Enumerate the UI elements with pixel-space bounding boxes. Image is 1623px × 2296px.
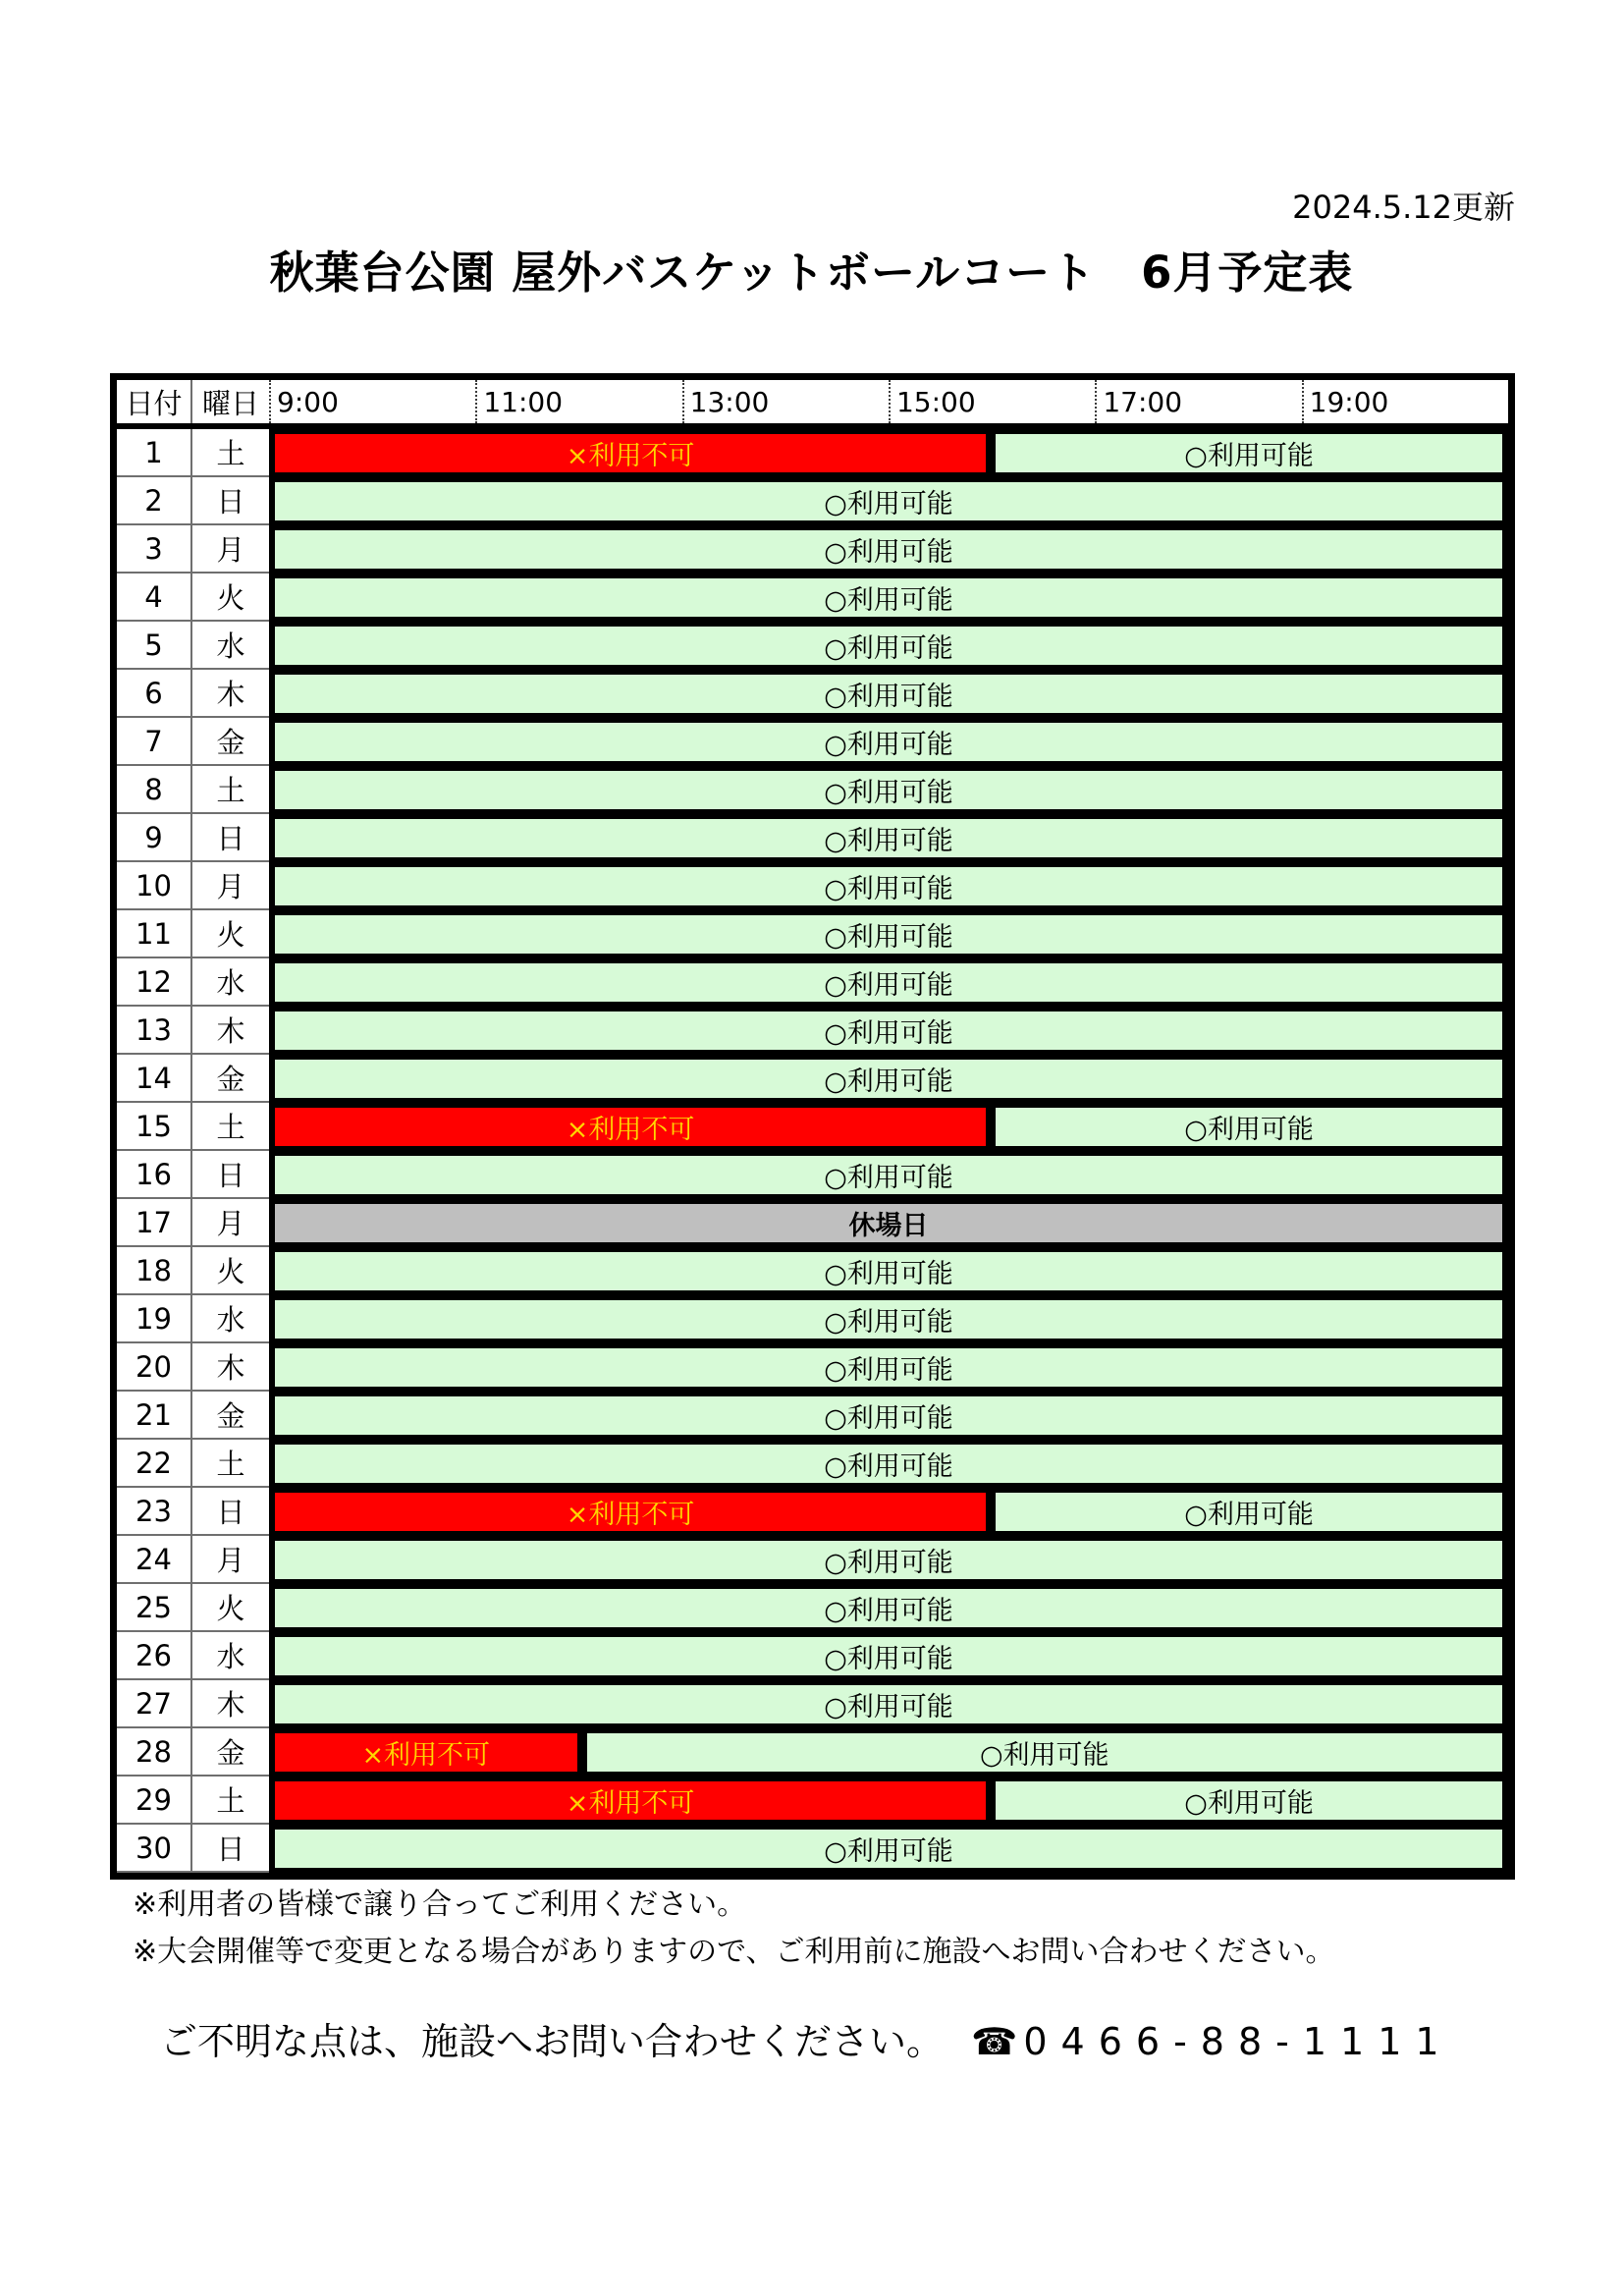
time-area bbox=[269, 477, 1508, 525]
available-bar: ○利用可能 bbox=[275, 1541, 1502, 1579]
schedule-row bbox=[117, 718, 1508, 766]
time-area bbox=[269, 766, 1508, 814]
date-cell: 25 bbox=[117, 1584, 192, 1632]
date-cell: 17 bbox=[117, 1199, 192, 1247]
available-bar: ○利用可能 bbox=[275, 1637, 1502, 1675]
date-cell: 21 bbox=[117, 1392, 192, 1440]
time-area bbox=[269, 670, 1508, 718]
available-bar: ○利用可能 bbox=[996, 434, 1502, 472]
schedule-row bbox=[117, 1777, 1508, 1825]
date-cell: 26 bbox=[117, 1632, 192, 1680]
available-bar: ○利用可能 bbox=[275, 578, 1502, 617]
phone-number: 0466-88-1111 bbox=[1023, 2020, 1453, 2063]
unavailable-bar: ×利用不可 bbox=[275, 434, 986, 472]
day-cell: 日 bbox=[192, 1488, 269, 1536]
date-cell: 15 bbox=[117, 1103, 192, 1151]
note-line-2: ※大会開催等で変更となる場合がありますので、ご利用前に施設へお問い合わせください。 bbox=[133, 1935, 1335, 1969]
time-area-inner bbox=[275, 530, 1502, 569]
schedule-row bbox=[117, 814, 1508, 862]
closed-bar: 休場日 bbox=[275, 1204, 1502, 1242]
date-cell: 16 bbox=[117, 1151, 192, 1199]
time-area-inner bbox=[275, 1060, 1502, 1098]
day-cell: 金 bbox=[192, 718, 269, 766]
schedule-row bbox=[117, 1488, 1508, 1536]
time-area-inner bbox=[275, 434, 1502, 472]
day-cell: 木 bbox=[192, 1007, 269, 1055]
date-cell: 2 bbox=[117, 477, 192, 525]
time-area-inner bbox=[275, 915, 1502, 954]
time-area-inner bbox=[275, 1300, 1502, 1339]
available-bar: ○利用可能 bbox=[275, 771, 1502, 809]
day-cell: 木 bbox=[192, 1343, 269, 1392]
schedule-row bbox=[117, 1055, 1508, 1103]
available-bar: ○利用可能 bbox=[275, 1300, 1502, 1339]
schedule-row bbox=[117, 1295, 1508, 1343]
day-cell: 土 bbox=[192, 766, 269, 814]
available-bar: ○利用可能 bbox=[275, 1060, 1502, 1098]
schedule-table bbox=[110, 373, 1515, 1880]
time-area bbox=[269, 1632, 1508, 1680]
schedule-row bbox=[117, 1151, 1508, 1199]
available-bar: ○利用可能 bbox=[275, 1589, 1502, 1627]
time-area bbox=[269, 1488, 1508, 1536]
time-area-inner bbox=[275, 578, 1502, 617]
day-cell: 月 bbox=[192, 1199, 269, 1247]
available-bar: ○利用可能 bbox=[275, 1830, 1502, 1868]
time-area bbox=[269, 718, 1508, 766]
time-area-inner bbox=[275, 1156, 1502, 1194]
time-header-label: 13:00 bbox=[682, 380, 889, 423]
unavailable-bar: ×利用不可 bbox=[275, 1733, 577, 1772]
date-cell: 23 bbox=[117, 1488, 192, 1536]
date-cell: 4 bbox=[117, 574, 192, 622]
contact-text: ご不明な点は、施設へお問い合わせください。 bbox=[160, 2020, 945, 2063]
available-bar: ○利用可能 bbox=[275, 482, 1502, 520]
schedule-row bbox=[117, 1825, 1508, 1873]
time-area bbox=[269, 1103, 1508, 1151]
time-area bbox=[269, 814, 1508, 862]
note-line-1: ※利用者の皆様で譲り合ってご利用ください。 bbox=[133, 1887, 747, 1922]
time-area-inner bbox=[275, 1733, 1502, 1772]
date-cell: 10 bbox=[117, 862, 192, 910]
available-bar: ○利用可能 bbox=[996, 1493, 1502, 1531]
time-area-inner bbox=[275, 1493, 1502, 1531]
schedule-row bbox=[117, 910, 1508, 958]
date-cell: 20 bbox=[117, 1343, 192, 1392]
header-day-label: 曜日 bbox=[192, 380, 269, 423]
day-cell: 土 bbox=[192, 1440, 269, 1488]
day-cell: 月 bbox=[192, 862, 269, 910]
schedule-row bbox=[117, 1632, 1508, 1680]
time-area bbox=[269, 525, 1508, 574]
time-area bbox=[269, 1680, 1508, 1728]
time-area bbox=[269, 1199, 1508, 1247]
time-area-inner bbox=[275, 1541, 1502, 1579]
time-area-inner bbox=[275, 1396, 1502, 1435]
updated-date: 2024.5.12更新 bbox=[1292, 189, 1515, 226]
date-cell: 6 bbox=[117, 670, 192, 718]
available-bar: ○利用可能 bbox=[275, 1685, 1502, 1723]
day-cell: 土 bbox=[192, 1777, 269, 1825]
time-area-inner bbox=[275, 675, 1502, 713]
schedule-row bbox=[117, 1343, 1508, 1392]
unavailable-bar: ×利用不可 bbox=[275, 1493, 986, 1531]
time-area-inner bbox=[275, 1445, 1502, 1483]
date-cell: 28 bbox=[117, 1728, 192, 1777]
date-cell: 24 bbox=[117, 1536, 192, 1584]
schedule-row bbox=[117, 429, 1508, 477]
schedule-rows bbox=[117, 429, 1508, 1873]
available-bar: ○利用可能 bbox=[275, 1252, 1502, 1290]
time-area bbox=[269, 574, 1508, 622]
schedule-row bbox=[117, 525, 1508, 574]
time-area-inner bbox=[275, 1204, 1502, 1242]
day-cell: 火 bbox=[192, 1247, 269, 1295]
day-cell: 水 bbox=[192, 1295, 269, 1343]
date-cell: 13 bbox=[117, 1007, 192, 1055]
schedule-row bbox=[117, 1103, 1508, 1151]
date-cell: 1 bbox=[117, 429, 192, 477]
time-area bbox=[269, 1440, 1508, 1488]
time-area bbox=[269, 429, 1508, 477]
day-cell: 日 bbox=[192, 477, 269, 525]
time-area bbox=[269, 1055, 1508, 1103]
time-header-label: 9:00 bbox=[269, 380, 475, 423]
schedule-row bbox=[117, 1584, 1508, 1632]
date-cell: 8 bbox=[117, 766, 192, 814]
day-cell: 金 bbox=[192, 1728, 269, 1777]
time-header-label: 15:00 bbox=[889, 380, 1095, 423]
schedule-row bbox=[117, 574, 1508, 622]
day-cell: 土 bbox=[192, 429, 269, 477]
day-cell: 火 bbox=[192, 574, 269, 622]
time-area-inner bbox=[275, 627, 1502, 665]
day-cell: 水 bbox=[192, 958, 269, 1007]
page-title: 秋葉台公園 屋外バスケットボールコート 6月予定表 bbox=[269, 246, 1354, 299]
date-cell: 9 bbox=[117, 814, 192, 862]
unavailable-bar: ×利用不可 bbox=[275, 1108, 986, 1146]
available-bar: ○利用可能 bbox=[275, 963, 1502, 1002]
date-cell: 18 bbox=[117, 1247, 192, 1295]
time-area-inner bbox=[275, 1637, 1502, 1675]
notes-block bbox=[133, 1882, 1335, 1976]
schedule-row bbox=[117, 1728, 1508, 1777]
day-cell: 木 bbox=[192, 1680, 269, 1728]
date-cell: 14 bbox=[117, 1055, 192, 1103]
time-area-inner bbox=[275, 771, 1502, 809]
time-area bbox=[269, 1151, 1508, 1199]
schedule-row bbox=[117, 622, 1508, 670]
schedule-row bbox=[117, 477, 1508, 525]
time-area bbox=[269, 1007, 1508, 1055]
date-cell: 29 bbox=[117, 1777, 192, 1825]
available-bar: ○利用可能 bbox=[275, 867, 1502, 905]
time-area bbox=[269, 1825, 1508, 1873]
day-cell: 金 bbox=[192, 1392, 269, 1440]
header-time-scale bbox=[269, 380, 1508, 423]
date-cell: 22 bbox=[117, 1440, 192, 1488]
unavailable-bar: ×利用不可 bbox=[275, 1781, 986, 1820]
schedule-row bbox=[117, 1007, 1508, 1055]
schedule-row bbox=[117, 1440, 1508, 1488]
date-cell: 19 bbox=[117, 1295, 192, 1343]
time-area bbox=[269, 910, 1508, 958]
time-area-inner bbox=[275, 819, 1502, 857]
day-cell: 土 bbox=[192, 1103, 269, 1151]
time-area-inner bbox=[275, 1685, 1502, 1723]
day-cell: 水 bbox=[192, 1632, 269, 1680]
time-area-inner bbox=[275, 1589, 1502, 1627]
available-bar: ○利用可能 bbox=[996, 1781, 1502, 1820]
time-area bbox=[269, 1728, 1508, 1777]
available-bar: ○利用可能 bbox=[275, 627, 1502, 665]
time-area bbox=[269, 622, 1508, 670]
time-area-inner bbox=[275, 1830, 1502, 1868]
schedule-row bbox=[117, 958, 1508, 1007]
day-cell: 木 bbox=[192, 670, 269, 718]
table-header-row bbox=[117, 380, 1508, 429]
schedule-row bbox=[117, 1680, 1508, 1728]
available-bar: ○利用可能 bbox=[275, 723, 1502, 761]
available-bar: ○利用可能 bbox=[275, 530, 1502, 569]
time-header-label: 11:00 bbox=[475, 380, 681, 423]
available-bar: ○利用可能 bbox=[275, 819, 1502, 857]
time-area bbox=[269, 1584, 1508, 1632]
time-area bbox=[269, 1247, 1508, 1295]
schedule-row bbox=[117, 1536, 1508, 1584]
available-bar: ○利用可能 bbox=[275, 1348, 1502, 1387]
day-cell: 日 bbox=[192, 814, 269, 862]
day-cell: 日 bbox=[192, 1825, 269, 1873]
available-bar: ○利用可能 bbox=[275, 1445, 1502, 1483]
schedule-row bbox=[117, 1199, 1508, 1247]
available-bar: ○利用可能 bbox=[587, 1733, 1503, 1772]
time-area-inner bbox=[275, 867, 1502, 905]
date-cell: 12 bbox=[117, 958, 192, 1007]
time-area bbox=[269, 862, 1508, 910]
time-area-inner bbox=[275, 1252, 1502, 1290]
time-area bbox=[269, 1392, 1508, 1440]
schedule-row bbox=[117, 1247, 1508, 1295]
date-cell: 11 bbox=[117, 910, 192, 958]
date-cell: 27 bbox=[117, 1680, 192, 1728]
time-area-inner bbox=[275, 1348, 1502, 1387]
available-bar: ○利用可能 bbox=[275, 915, 1502, 954]
date-cell: 3 bbox=[117, 525, 192, 574]
time-area-inner bbox=[275, 1011, 1502, 1050]
available-bar: ○利用可能 bbox=[275, 1396, 1502, 1435]
schedule-row bbox=[117, 766, 1508, 814]
time-area-inner bbox=[275, 723, 1502, 761]
time-header-label: 19:00 bbox=[1302, 380, 1508, 423]
time-area bbox=[269, 958, 1508, 1007]
available-bar: ○利用可能 bbox=[275, 675, 1502, 713]
available-bar: ○利用可能 bbox=[275, 1156, 1502, 1194]
time-header-label: 17:00 bbox=[1095, 380, 1301, 423]
date-cell: 5 bbox=[117, 622, 192, 670]
time-area bbox=[269, 1343, 1508, 1392]
schedule-row bbox=[117, 670, 1508, 718]
time-area bbox=[269, 1295, 1508, 1343]
day-cell: 金 bbox=[192, 1055, 269, 1103]
day-cell: 月 bbox=[192, 525, 269, 574]
contact-line bbox=[160, 2011, 1453, 2065]
available-bar: ○利用可能 bbox=[275, 1011, 1502, 1050]
schedule-row bbox=[117, 1392, 1508, 1440]
day-cell: 水 bbox=[192, 622, 269, 670]
day-cell: 月 bbox=[192, 1536, 269, 1584]
day-cell: 日 bbox=[192, 1151, 269, 1199]
time-area bbox=[269, 1777, 1508, 1825]
date-cell: 7 bbox=[117, 718, 192, 766]
time-area-inner bbox=[275, 1108, 1502, 1146]
time-area bbox=[269, 1536, 1508, 1584]
header-date-label: 日付 bbox=[117, 380, 192, 423]
time-area-inner bbox=[275, 482, 1502, 520]
date-cell: 30 bbox=[117, 1825, 192, 1873]
schedule-row bbox=[117, 862, 1508, 910]
time-area-inner bbox=[275, 1781, 1502, 1820]
day-cell: 火 bbox=[192, 1584, 269, 1632]
time-area-inner bbox=[275, 963, 1502, 1002]
phone-icon: ☎ bbox=[971, 2020, 1018, 2063]
available-bar: ○利用可能 bbox=[996, 1108, 1502, 1146]
day-cell: 火 bbox=[192, 910, 269, 958]
